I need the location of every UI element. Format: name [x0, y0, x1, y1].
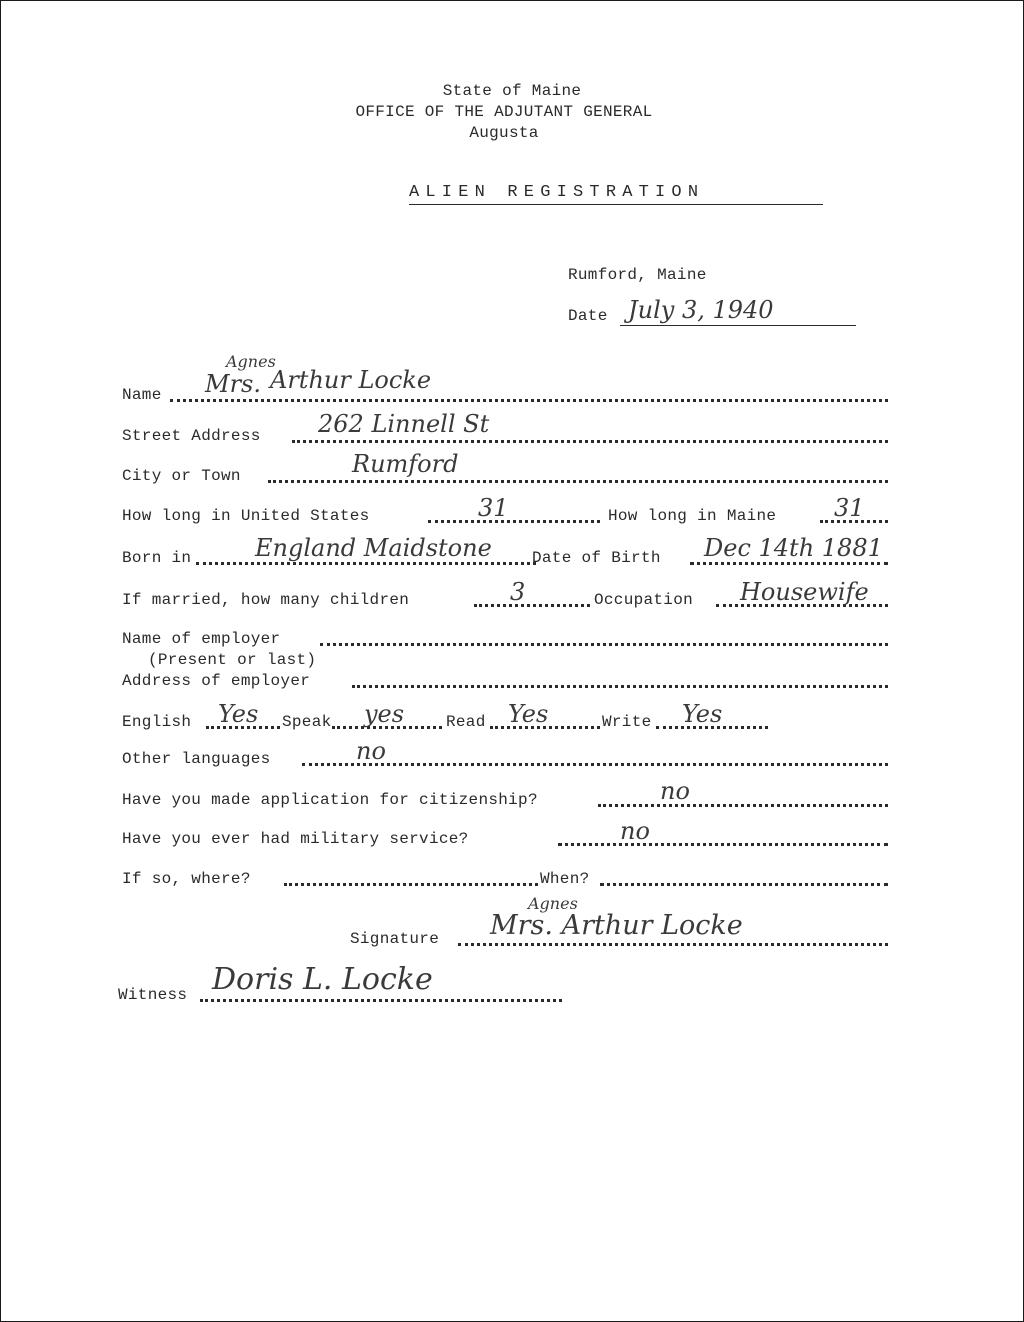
date-underline: [620, 325, 856, 326]
children-dotted-line: [474, 604, 590, 607]
dob-dotted-line: [690, 562, 888, 565]
speak-value: yes: [364, 700, 405, 728]
header-city: Augusta: [469, 124, 539, 142]
where-label: If so, where?: [122, 870, 251, 888]
write-label: Write: [602, 713, 652, 731]
name-value: Arthur Locke: [270, 366, 432, 394]
witness-label: Witness: [118, 986, 188, 1004]
signature-label: Signature: [350, 930, 440, 948]
name-prefix: Mrs.: [205, 370, 261, 398]
date-label: Date: [568, 307, 608, 325]
maine-value: 31: [834, 494, 865, 522]
born-value: England Maidstone: [255, 534, 492, 562]
write-value: Yes: [682, 700, 723, 728]
employer-label: Name of employer: [122, 630, 281, 648]
born-dotted-line: [196, 562, 536, 565]
citizenship-label: Have you made application for citizenship?: [122, 791, 538, 809]
dob-label: Date of Birth: [532, 549, 661, 567]
english-label: English: [122, 713, 192, 731]
witness-value: Doris L. Locke: [212, 962, 433, 997]
employer-sub-label: (Present or last): [148, 651, 317, 669]
name-note: Agnes: [226, 352, 276, 371]
signature-dotted-line: [458, 943, 888, 946]
other-lang-label: Other languages: [122, 750, 271, 768]
city-dotted-line: [268, 480, 888, 483]
military-value: no: [620, 817, 650, 845]
street-value: 262 Linnell St: [318, 410, 490, 438]
street-dotted-line: [292, 440, 888, 443]
where-dotted-line: [284, 883, 538, 886]
header-state: State of Maine: [442, 82, 582, 100]
employer-address-dotted-line: [352, 685, 888, 688]
location: Rumford, Maine: [568, 266, 707, 284]
name-label: Name: [122, 386, 162, 404]
maine-label: How long in Maine: [608, 507, 777, 525]
other-lang-value: no: [356, 737, 386, 765]
children-label: If married, how many children: [122, 591, 410, 609]
us-label: How long in United States: [122, 507, 370, 525]
signature-value: Mrs. Arthur Locke: [490, 910, 743, 941]
citizenship-dotted-line: [598, 804, 888, 807]
us-value: 31: [478, 494, 509, 522]
speak-label: Speak: [282, 713, 332, 731]
military-dotted-line: [558, 843, 888, 846]
city-label: City or Town: [122, 467, 241, 485]
when-dotted-line: [600, 883, 888, 886]
when-label: When?: [540, 870, 590, 888]
us-dotted-line: [428, 520, 600, 523]
occupation-label: Occupation: [594, 591, 694, 609]
dob-value: Dec 14th 1881: [704, 534, 883, 562]
read-value: Yes: [508, 700, 549, 728]
city-value: Rumford: [352, 450, 459, 478]
military-label: Have you ever had military service?: [122, 830, 469, 848]
header-office: OFFICE OF THE ADJUTANT GENERAL: [355, 103, 653, 121]
employer-address-label: Address of employer: [122, 672, 311, 690]
born-label: Born in: [122, 549, 192, 567]
children-value: 3: [510, 578, 526, 606]
date-value: July 3, 1940: [628, 296, 774, 324]
signature-note: Agnes: [528, 894, 578, 913]
name-dotted-line: [170, 399, 888, 402]
other-lang-dotted-line: [302, 763, 888, 766]
occupation-value: Housewife: [740, 578, 869, 606]
form-title: ALIEN REGISTRATION: [409, 183, 823, 205]
employer-dotted-line: [320, 643, 888, 646]
citizenship-value: no: [660, 777, 690, 805]
read-label: Read: [446, 713, 486, 731]
english-value: Yes: [218, 700, 259, 728]
witness-dotted-line: [200, 999, 562, 1002]
street-label: Street Address: [122, 427, 261, 445]
